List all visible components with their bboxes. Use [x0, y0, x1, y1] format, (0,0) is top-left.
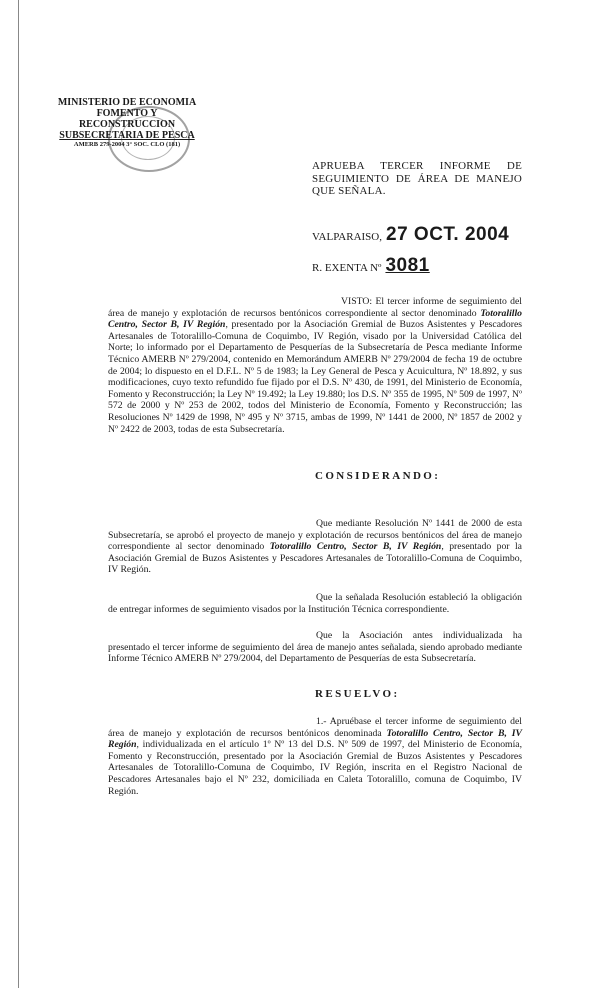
- handwritten-date: 27 OCT. 2004: [386, 224, 510, 245]
- visto-label: VISTO:: [341, 296, 373, 307]
- resolution-number: 3081: [385, 255, 430, 276]
- resuelvo-1-text-a: 1.- Apruébase el tercer informe de seguimiento del área de manejo y explotación de recursos bentónicos denominada: [108, 716, 522, 739]
- resuelvo-heading: RESUELVO:: [315, 688, 400, 700]
- ministry-name: MINISTERIO DE ECONOMIA: [57, 97, 197, 108]
- ministry-header: [52, 97, 202, 149]
- document-subject: APRUEBA TERCER INFORME DE SEGUIMIENTO DE ÁREA DE MANEJO QUE SEÑALA.: [312, 160, 522, 197]
- reference-code: AMERB 279-2004 3° SOC. CLO (181): [73, 141, 181, 148]
- considerando-1-text-b: , presentado por la Asociación Gremial de Buzos Asistentes y Pescadores Artesanales de Totoralillo-Comuna de Coquimbo, IV Región.: [108, 541, 522, 576]
- visto-text-b: , presentado por la Asociación Gremial de Buzos Asistentes y Pescadores Artesanales de Totoralillo-Comuna de Coquimbo, IV Región, visado por la Universidad Católica del Norte; lo informado por el Departamento de Pesquerías de la Subsecretaría de Pesca mediante Informe Técnico AMERB Nº 279/2004, contenido en Memorándum AMERB Nº 279/2004 de fecha 19 de octubre de 2004; lo dispuesto en el D.F.L. Nº 5 de 1983; la Ley General de Pesca y Acuicultura, Nº 18.892, y sus modificaciones, cuyo texto refundido fue fijado por el D.S. Nº 430, de 1991, del Ministerio de Economía, Fomento y Reconstrucción; la Ley Nº 19.492; la Ley 19.880; los D.S. Nº 355 de 1995, Nº 509 de 1997, Nº 572 de 2000 y Nº 253 de 2002, todos del Ministerio de Economía, Fomento y Reconstrucción; las Resoluciones Nº 1429 de 1998, Nº 495 y Nº 3715, ambas de 1999, Nº 1441 de 2000, Nº 1857 de 2002 y Nº 2422 de 2003, todas de esta Subsecretaría.: [108, 319, 523, 435]
- resuelvo-1-text-b: , individualizada en el artículo 1º Nº 13 del D.S. Nº 509 de 1997, del Ministerio de Economía, Fomento y Reconstrucción, presentado por la Asociación Gremial de Buzos Asistentes y Pescadores Artesanales de Totoralillo-Comuna de Coquimbo, IV Región, inscrita en el Registro Nacional de Pescadores Artesanales bajo el Nº 232, domiciliada en Caleta Totoralillo, comuna de Coquimbo, IV Región.: [108, 739, 522, 797]
- visto-sector-name: Totoralillo Centro, Sector B, IV Región: [108, 307, 523, 331]
- resolution-label: R. EXENTA Nº: [312, 262, 382, 274]
- considerando-paragraph-2: Que la señalada Resolución estableció la obligación de entregar informes de seguimiento visados por la Institución Técnica correspondiente.: [108, 592, 522, 615]
- considerando-paragraph-3: Que la Asociación antes individualizada ha presentado el tercer informe de seguimiento del área de manejo antes señalada, siendo aprobado mediante Informe Técnico AMERB Nº 279/2004, del Departamento de Pesquerías de esta Subsecretaría.: [108, 630, 522, 665]
- resuelvo-1-sector-name: Totoralillo Centro, Sector B, IV Región: [108, 727, 523, 751]
- dateline: [312, 224, 512, 246]
- considerando-1-text-a: Que mediante Resolución Nº 1441 de 2000 de esta Subsecretaría, se aprobó el proyecto de manejo y explotación de recursos bentónicos del área de manejo correspondiente al sector denominado: [108, 518, 522, 553]
- resuelvo-paragraph-1: [108, 716, 522, 797]
- visto-text-a: El tercer informe de seguimiento del área de manejo y explotación de recursos bentónicos correspondiente al sector denominado: [108, 296, 523, 319]
- scan-edge-line: [18, 0, 19, 988]
- ministry-name-cont: FOMENTO Y RECONSTRUCCION: [78, 108, 176, 130]
- considerando-heading: CONSIDERANDO:: [315, 470, 441, 482]
- visto-paragraph: [108, 296, 522, 435]
- considerando-1-sector-name: Totoralillo Centro, Sector B, IV Región: [269, 541, 442, 553]
- resolution-number-line: [312, 255, 512, 277]
- city-label: VALPARAISO,: [312, 231, 382, 243]
- subsecretaria-name: SUBSECRETARIA DE PESCA: [59, 130, 195, 141]
- considerando-paragraph-1: [108, 518, 522, 576]
